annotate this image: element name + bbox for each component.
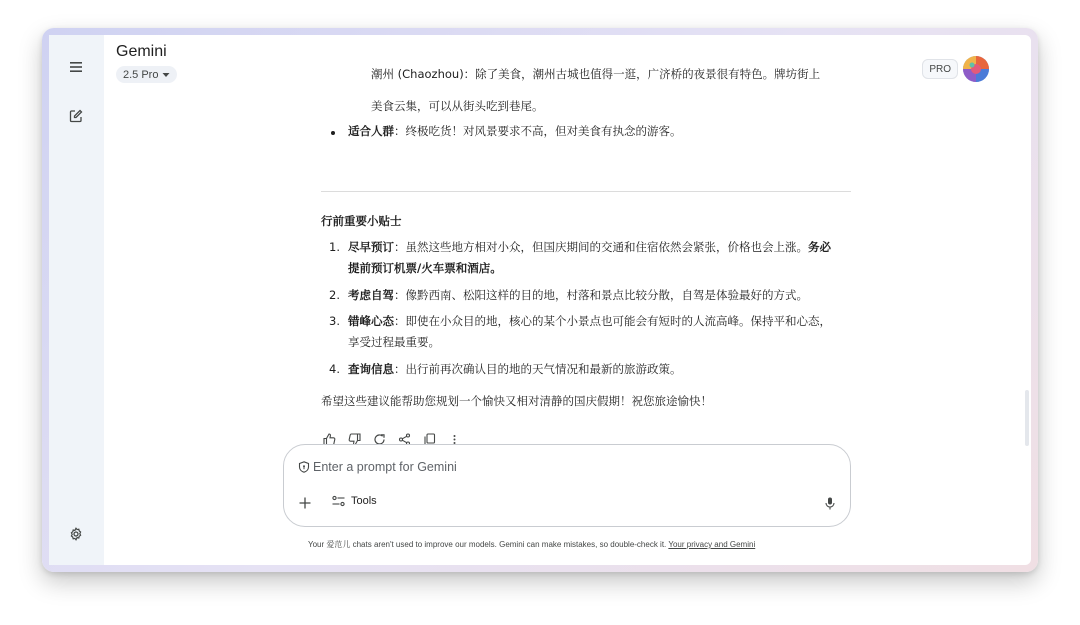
tip-title: 错峰心态 — [348, 314, 394, 328]
settings-button[interactable] — [63, 521, 89, 547]
privacy-link[interactable]: Your privacy and Gemini — [668, 540, 756, 549]
audience-text: ：终极吃货！对风景要求不高，但对美食有执念的游客。 — [394, 124, 682, 138]
pro-badge[interactable]: PRO — [922, 59, 958, 79]
tip-text-bold: 提前预订机票/火车票和酒店。 — [348, 261, 502, 275]
shield-icon — [298, 461, 310, 473]
list-item — [348, 313, 831, 330]
clipped-text-line: 潮州 (Chaozhou)：除了美食，潮州古城也值得一逛，广济桥的夜景很有特色。牌坊街上 — [371, 67, 821, 81]
model-selector[interactable] — [116, 66, 177, 83]
new-chat-button[interactable] — [63, 103, 89, 129]
list-number: 4. — [329, 362, 340, 376]
list-item — [348, 361, 682, 378]
continuation-text: 美食云集，可以从街头吃到巷尾。 — [371, 99, 544, 113]
prompt-input[interactable]: Enter a prompt for Gemini — [313, 460, 457, 474]
app-title: Gemini — [116, 43, 167, 60]
section-heading: 行前重要小贴士 — [321, 214, 402, 228]
add-button[interactable] — [296, 494, 314, 512]
mic-button[interactable] — [822, 495, 838, 511]
bullet — [331, 131, 335, 135]
list-number: 2. — [329, 288, 340, 302]
disclaimer-text: Your 爱范儿 chats aren't used to improve our models. Gemini can make mistakes, so double-check it. — [308, 540, 669, 549]
list-item — [348, 287, 808, 304]
audience-label: 适合人群 — [348, 124, 394, 138]
list-number: 1. — [329, 240, 340, 254]
tip-title: 查询信息 — [348, 362, 394, 376]
tools-label: Tools — [351, 495, 377, 507]
app-content — [49, 35, 1031, 565]
tools-button[interactable] — [332, 495, 377, 507]
closing-text: 希望这些建议能帮助您规划一个愉快又相对清静的国庆假期！祝您旅途愉快！ — [321, 394, 712, 408]
section-divider — [321, 191, 851, 192]
plus-icon — [299, 497, 311, 509]
list-number: 3. — [329, 314, 340, 328]
tools-icon — [332, 495, 345, 507]
tip-text: 享受过程最重要。 — [348, 335, 440, 349]
gear-icon — [69, 527, 83, 541]
mic-icon — [825, 497, 835, 510]
tip-title: 尽早预订 — [348, 240, 394, 254]
app-window — [42, 28, 1038, 572]
tip-text: ：出行前再次确认目的地的天气情况和最新的旅游政策。 — [394, 362, 682, 376]
edit-icon — [69, 109, 83, 123]
sidebar — [49, 35, 104, 565]
disclaimer — [308, 539, 755, 550]
list-item — [348, 239, 831, 256]
caret-down-icon — [162, 72, 170, 78]
tip-text: ：即使在小众目的地，核心的某个小景点也可能会有短时的人流高峰。保持平和心态， — [394, 314, 831, 328]
scrollbar-thumb[interactable] — [1025, 390, 1029, 446]
model-label: 2.5 Pro — [123, 68, 159, 81]
tip-text: ：虽然这些地方相对小众，但国庆期间的交通和住宿依然会紧张，价格也会上涨。 — [394, 240, 808, 254]
avatar[interactable] — [963, 56, 989, 82]
menu-button[interactable] — [63, 54, 89, 80]
tip-title: 考虑自驾 — [348, 288, 394, 302]
menu-icon — [69, 61, 83, 73]
list-item — [348, 123, 682, 140]
tip-emphasis: 务必 — [808, 240, 831, 254]
prompt-box — [283, 444, 851, 527]
tip-text: ：像黔西南、松阳这样的目的地，村落和景点比较分散，自驾是体验最好的方式。 — [394, 288, 808, 302]
